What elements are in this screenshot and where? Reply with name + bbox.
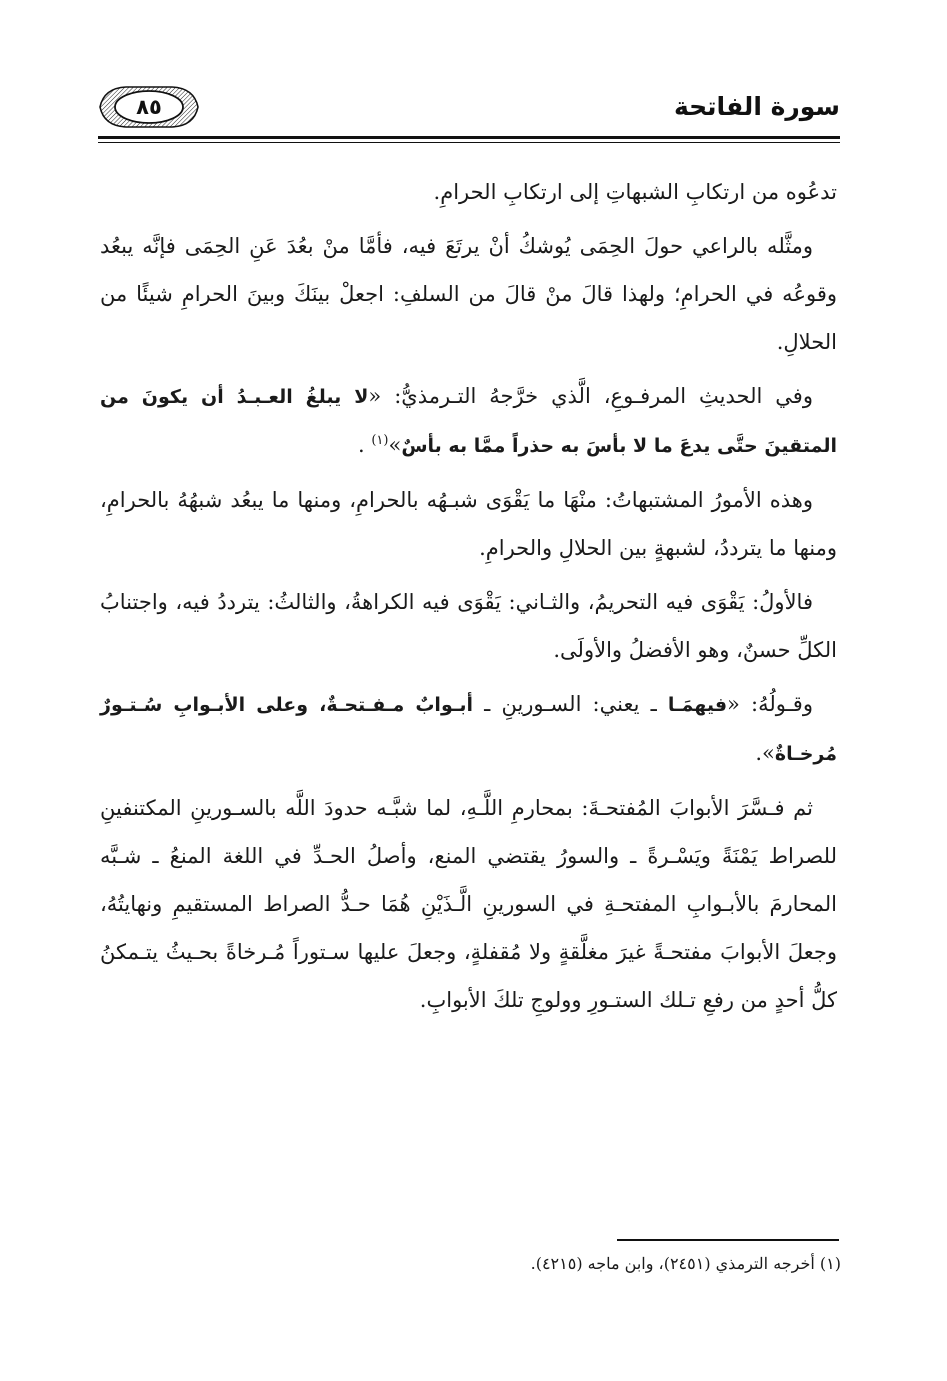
quote-close: »	[388, 433, 402, 457]
footnote-1: (١) أخرجه الترمذي (٢٤٥١)، وابن ماجه (٤٢١٥).	[530, 1254, 841, 1273]
quote-open: «	[727, 692, 740, 716]
hadith-lead: وفي الحديثِ المرفـوعِ، الَّذي خرَّجهُ التـرمذيُّ:	[394, 384, 813, 408]
header-rule-thin	[98, 142, 840, 143]
main-text	[100, 168, 837, 1030]
saying-lead: وقـولُهُ:	[751, 692, 813, 716]
quote-open: «	[368, 384, 382, 408]
page-number: ٨٥	[136, 95, 162, 119]
paragraph-1: تدعُوه من ارتكابِ الشبهاتِ إلى ارتكابِ الحرامِ.	[433, 180, 837, 204]
saying-aside: ـ يعني: السـورينِ ـ	[484, 692, 657, 716]
paragraph-4: فالأولُ: يَقْوَى فيه التحريمُ، والثـاني: يَقْوَى فيه الكراهةُ، والثالثُ: يترددُ فيه، واجتنابُ الكلِّ حسنٌ، وهو الأفضلُ والأولَى.	[100, 590, 837, 662]
footnote-marker[interactable]: (١)	[371, 433, 389, 448]
saying-quote-part-2: أبـوابٌ مـفـتحـةٌ، وعلى الأبـوابِ سُـتـورٌ مُرخـاةٌ	[100, 694, 837, 765]
running-header	[98, 78, 840, 136]
page-number-badge	[98, 84, 200, 130]
paragraph-5: ثم فـسَّرَ الأبوابَ المُفتحـةَ: بمحارمِ اللَّـهِ، لما شبَّـه حدودَ اللَّه بالسـورينِ المكتنفينِ للصراط يَمْنَةً ويَسْـرةً ـ والسورُ يقتضي المنع، وأصلُ الحـدِّ في اللغة المنعُ ـ شـبَّه المحارمَ بالأبـوابِ المفتحـةِ في السورينِ الَّـذَيْنِ هُمَا حـدُّ الصراط المستقيمِ ونهايتُهُ، وجعلَ الأبوابَ مفتحـةً غيرَ مغلَّقةٍ ولا مُقفلةٍ، وجعلَ عليها سـتوراً مُـرخاةً بحـيثُ يتـمكنُ كلُّ أحدٍ من رفعِ تـلك الستـورِ وولوجِ تلكَ الأبوابِ.	[100, 796, 837, 1012]
hadith-paragraph	[100, 372, 837, 470]
saying-paragraph	[100, 680, 837, 778]
footnote-separator	[617, 1239, 839, 1241]
hadith-quote: لا يبلغُ العـبـدُ أن يكونَ من المتقينَ حتَّى يدعَ ما لا بأسَ به حذراً ممَّا به بأسٌ	[100, 386, 837, 457]
chapter-title: سورة الفاتحة	[673, 92, 840, 121]
paragraph-2: ومثَّله بالراعي حولَ الحِمَى يُوشكُ أنْ يرتَعَ فيه، فأمَّا منْ بعُدَ عَنِ الحِمَى فإنَّه يبعُد وقوعُه في الحرامِ؛ ولهذا قالَ منْ قالَ من السلفِ: اجعلْ بينَكَ وبينَ الحرامِ شيئًا من الحلالِ.	[100, 234, 837, 354]
paragraph-3: وهذه الأمورُ المشتبهاتُ: منْهَا ما يَقْوَى شبـهُه بالحرامِ، ومنها ما يبعُد شبهُهُ بالحرامِ، ومنها ما يترددُ، لشبهةٍ بين الحلالِ والحرامِ.	[100, 488, 837, 560]
quote-close: »	[762, 741, 775, 765]
sentence-end: .	[357, 433, 365, 457]
sentence-end: .	[755, 741, 763, 765]
saying-quote-part-1: فيهمَـا	[667, 694, 728, 716]
header-rule	[98, 136, 840, 139]
